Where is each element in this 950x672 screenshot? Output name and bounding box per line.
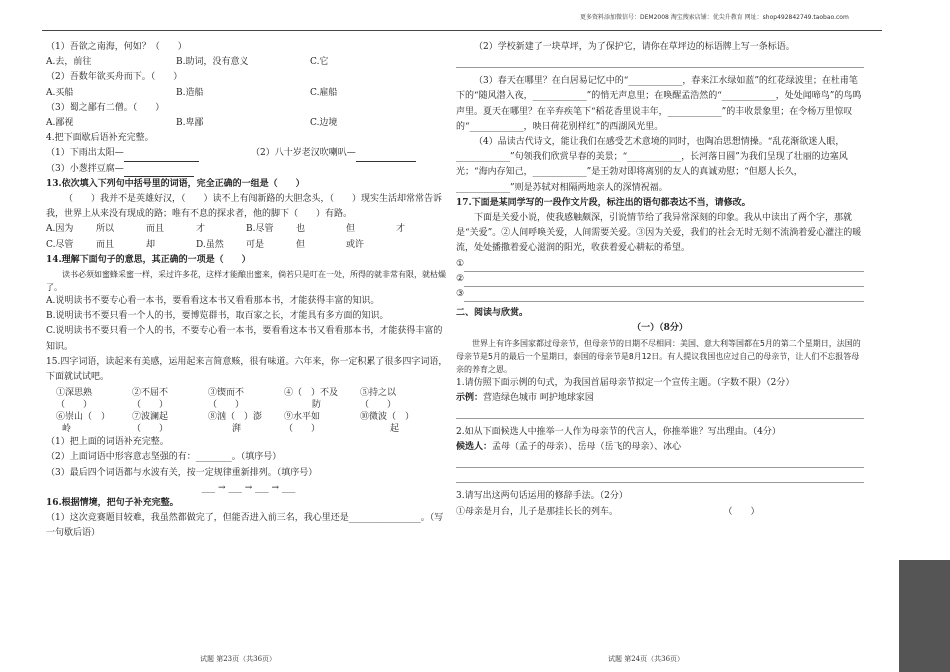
q15-sequence[interactable]: ___ → ___ → ___ → ___: [201, 482, 296, 493]
q13-option-c[interactable]: C.尽管: [46, 239, 74, 250]
q13-word: 却: [146, 239, 156, 250]
q15-3: （3）最后四个词语都与水波有关，按一定规律重新排列。（填序号）: [46, 467, 318, 478]
idiom-item: ⑤持之以: [360, 388, 397, 399]
option-c[interactable]: C.它: [310, 57, 329, 68]
q13-word: 才: [196, 224, 206, 235]
rq3-1: ①母亲是月台，儿子是那挂长长的列车。 （ ）: [456, 506, 760, 517]
q13-word: 但: [296, 239, 306, 250]
right-column: [456, 40, 864, 520]
q12-2: （2）吾数年欲买舟而下。（ ）: [46, 72, 183, 83]
side-tab: [899, 560, 950, 672]
q4-title: 4.把下面歇后语补充完整。: [46, 133, 154, 144]
q14-title: 14.理解下面句子的意思，其正确的一项是（ ）: [46, 254, 251, 265]
idiom-blank[interactable]: （ ）: [360, 400, 397, 411]
q14-option-b[interactable]: B.说明读书不要只看一个人的书，要博览群书，取百家之长，才能具有多方面的知识。: [46, 311, 389, 322]
option-c[interactable]: C.雇船: [310, 87, 338, 98]
rq2: 2.如从下面候选人中推举一人作为母亲节的代言人，你推举谁？写出理由。（4分）: [456, 427, 781, 438]
q13-option-a[interactable]: A.因为: [46, 224, 74, 235]
option-a[interactable]: A.鄙视: [46, 118, 74, 129]
q16-title: 16.根据情境，把句子补充完整。: [46, 498, 179, 509]
idiom-blank[interactable]: （ ）: [208, 400, 245, 411]
xiehouyu-2: （2）八十岁老汉吹喇叭—: [251, 146, 416, 161]
idiom-item: ④（ ）不及: [284, 388, 339, 399]
idiom-item: 湃: [232, 424, 242, 435]
option-a[interactable]: A.买船: [46, 87, 74, 98]
r4-paragraph: （4）品读古代诗文，能让我们在感受艺术意境的同时，也陶冶思想情操。“乱花渐欲迷人眼，____________”句领我们欣赏早春的美景；“____________，长河落日圆”为我们呈现了壮丽的边塞风光；“海内存知己，____________”是王勃对即将离别的友人的真诚劝慰；“但愿人长久，____________”则是苏轼对相隔两地亲人的深情祝福。: [456, 137, 848, 193]
answer-blank[interactable]: [124, 167, 194, 177]
q12-1-options: [46, 55, 451, 70]
idiom-item: ③锲而不: [208, 388, 245, 399]
idiom-item: ⑧汹（ ）澎: [208, 412, 263, 423]
q12-3-options: [46, 116, 451, 131]
q17-answer-1[interactable]: ①: [456, 257, 864, 272]
rq2-candidates: 候选人：孟母（孟子的母亲）、岳母（岳飞的母亲）、冰心: [456, 442, 682, 453]
q13-word: [396, 238, 446, 253]
idiom-item: ⑦波澜起: [132, 412, 169, 423]
option-a[interactable]: A.去，前往: [46, 57, 92, 68]
option-b[interactable]: B.卑鄙: [176, 118, 204, 129]
idiom-item: ①深思熟: [56, 388, 93, 399]
rq1: 1.请仿照下面示例的句式，为我国首届母亲节拟定一个宣传主题。（字数不限）（2分）: [456, 377, 795, 388]
q16-1: （1）这次竞赛题目较难，我虽然都做完了，但能否进入前三名，我心里还是________________。（写一句歇后语）: [46, 513, 444, 539]
q15-1: （1）把上面的词语补充完整。: [46, 437, 169, 448]
rq2-answer-line-2[interactable]: [456, 474, 864, 483]
idiom-blank[interactable]: （ ）: [132, 424, 169, 435]
r3-paragraph: （3）春天在哪里？在白居易记忆中的“____________，春来江水绿如蓝”的红花绿波里；在杜甫笔下的“随风潜入夜，____________”的悄无声息里；在唤醒孟浩然的“____________，处处闻啼鸟”的鸟鸣声里。夏天在哪里？在辛弃疾笔下“稻花香里说丰年，____________”的丰收景象里；在令杨万里惊叹的“____________，映日荷花别样红”的西湖风光里。: [456, 76, 862, 132]
page-footer-right: 试题 第24页（共36页）: [608, 655, 685, 663]
rq3: 3.请写出这两句话运用的修辞手法。（2分）: [456, 491, 628, 502]
section-2-subtitle: （一）（8分）: [632, 323, 688, 334]
q17-answer-2[interactable]: ②: [456, 272, 864, 287]
idiom-item: 岭: [62, 424, 72, 435]
q13-title: 13.依次填入下列句中括号里的词语，完全正确的一组是（ ）: [46, 178, 305, 189]
q13-word: 也: [296, 224, 306, 235]
q13-option-b[interactable]: B.尽管: [246, 224, 274, 235]
q12-3: （3）蜀之鄙有二僧。（ ）: [46, 102, 165, 113]
idiom-blank[interactable]: （ ）: [284, 424, 321, 435]
page-footer-left: 试题 第23页（共36页）: [200, 655, 277, 663]
idiom-item: ⑨水平如: [284, 412, 321, 423]
q13-text: （ ）我并不是英雄好汉，（ ）读不上有闯新路的大胆念头，（ ）现实生活却常常告诉我，世界上从来没有现成的路；唯有不息的探求者，他的脚下（ ）有路。: [46, 194, 443, 220]
xiehouyu-3: （3）小葱拌豆腐—: [46, 162, 451, 177]
idiom-item: ⑩微波（ ）: [360, 412, 415, 423]
section-2-title: 二、阅读与欣赏。: [456, 308, 529, 319]
q13-options-cd: [46, 238, 451, 253]
rq1-example: 示例：营造绿色城市 呵护地球家园: [456, 392, 594, 403]
q17-answer-3[interactable]: ③: [456, 287, 864, 302]
q13-option-d[interactable]: 可是: [246, 239, 265, 250]
q13-word: 才: [396, 224, 406, 235]
r2-prompt: （2）学校新建了一块草坪，为了保护它，请你在草坪边的标语牌上写一条标语。: [474, 42, 795, 52]
option-b[interactable]: B.造船: [176, 87, 204, 98]
q13-word: 而且: [146, 224, 165, 235]
q4-items: [46, 146, 451, 161]
rq1-answer-line[interactable]: [456, 410, 864, 419]
idiom-blank[interactable]: （ ）: [132, 400, 169, 411]
q13-word: 但: [346, 224, 356, 235]
xiehouyu-1: （1）下雨出太阳—: [46, 146, 251, 161]
rq3-1-answer[interactable]: （ ）: [728, 506, 760, 517]
q12-2-options: [46, 86, 451, 101]
q14-quote: 读书必须如蜜蜂采蜜一样，采过许多花，这样才能酿出蜜来，倘若只是叮在一处，所得的就非常有限，就枯燥了。: [46, 270, 446, 293]
rq2-answer-line-1[interactable]: [456, 459, 864, 468]
q14-option-c[interactable]: C.说明读书不要只看一个人的书，不要专心看一本书，要看看这本书又看看那本书，才能获得丰富的知识。: [46, 326, 443, 352]
q17-title: 17.下面是某同学写的一段作文片段，标注出的语句都表达不当，请修改。: [456, 197, 751, 208]
idiom-blank[interactable]: （ ）: [56, 400, 93, 411]
q13-options-ab: [46, 222, 451, 237]
option-b[interactable]: B.助词，没有意义: [176, 57, 249, 68]
q14-option-a[interactable]: A.说明读书不要专心看一本书，要看看这本书又看看那本书，才能获得丰富的知识。: [46, 296, 380, 307]
q13-word: 或许: [346, 239, 365, 250]
idiom-item: 防: [312, 400, 322, 411]
left-column: [46, 40, 451, 542]
r2-answer-line[interactable]: [456, 59, 864, 68]
option-c[interactable]: C.边境: [310, 118, 338, 129]
q15-title: 15.四字词语，读起来有美感，运用起来言简意赅，很有味道。六年来，你一定积累了很多四字词语，下面就试试吧。: [46, 356, 448, 383]
q17-answers: [456, 257, 864, 303]
reading-passage: 世界上有许多国家都过母亲节，但母亲节的日期不尽相同：美国、意大利等国都在5月的第二个星期日，法国的母亲节是5月的最后一个星期日，泰国的母亲节是8月12日。有人提议我国也应过自己的母亲节，让人们不忘报答母亲的养育之恩。: [456, 338, 861, 374]
page-header-note: 更多资料添加微信号：DEM2008 淘宝搜索店铺：优尖升教育 网址：shop492842749.taobao.com: [580, 14, 849, 21]
q13-word: D.虽然: [196, 239, 224, 250]
idiom-item: ②不屈不: [132, 388, 169, 399]
q17-text: 下面是关爱小说，使我感触颇深，引说情节给了我异常深刻的印象。我从中读出了两个字，那就是“关爱”。②人间呼唤关爱，人间需要关爱。③因为关爱，我们的社会无时无刻不流淌着爱心灌注的暖流，处处播撒着爱心滋润的阳光，收获着爱心耕耘的希望。: [456, 213, 862, 254]
q12-1: （1）吾欲之南海，何如？（ ）: [46, 42, 187, 52]
header-divider: [42, 30, 882, 31]
answer-blank[interactable]: [356, 152, 416, 162]
idiom-item: ⑥崇山（ ）: [56, 412, 111, 423]
q15-2: （2）上面词语中形容意志坚强的有：________。（填序号）: [46, 452, 282, 463]
idiom-item: 起: [390, 424, 400, 435]
q13-word: 而且: [96, 239, 115, 250]
idiom-grid: [56, 387, 451, 435]
q13-word: 所以: [96, 224, 115, 235]
answer-blank[interactable]: [124, 152, 199, 162]
